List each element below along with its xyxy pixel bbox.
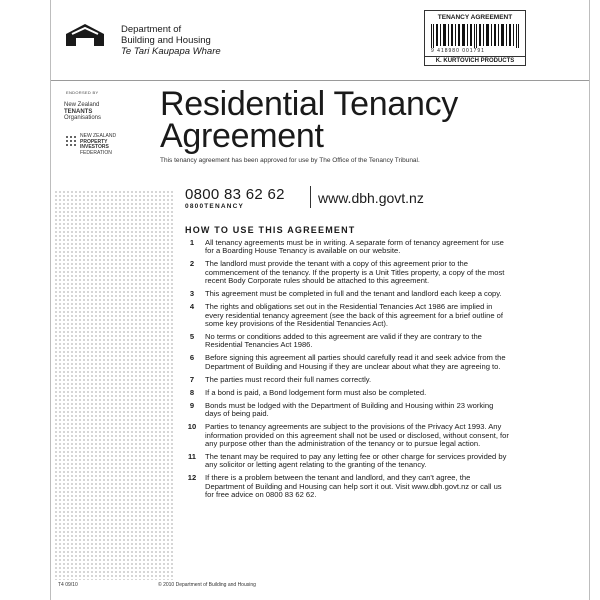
howto-heading: HOW TO USE THIS AGREEMENT	[185, 225, 356, 235]
phone-block	[185, 186, 285, 210]
dept-line-2: Building and Housing	[121, 35, 211, 46]
item-number: 2	[189, 259, 195, 269]
barcode-title: TENANCY AGREEMENT	[437, 14, 513, 21]
contact-divider	[310, 186, 311, 208]
barcode-icon	[431, 24, 519, 48]
nzto-line-2: TENANTS	[64, 108, 93, 115]
barcode-number: 9 418980 001791	[431, 48, 485, 54]
list-item	[185, 376, 510, 384]
department-name	[121, 24, 221, 57]
title-line-1: Residential Tenancy	[160, 85, 458, 123]
item-number: 11	[187, 452, 197, 462]
copyright: © 2010 Department of Building and Housing	[158, 582, 256, 588]
instruction-list	[185, 239, 510, 504]
dbh-logo-icon	[64, 22, 106, 48]
npi-line-1: NEW ZEALAND	[80, 133, 117, 139]
dotted-pattern	[54, 190, 174, 580]
dept-line-1: Department of	[121, 24, 182, 35]
npi-line-2: PROPERTY	[80, 138, 108, 145]
item-text: If there is a problem between the tenant and landlord, and they can't agree, the Department of Building and Housing can help sort it out. Visit www.dbh.govt.nz or call us for free advice on 0800 83 62 62.	[205, 473, 502, 500]
item-number: 9	[189, 400, 195, 410]
endorsed-label: ENDORSED BY	[66, 90, 99, 95]
list-item	[185, 260, 510, 285]
item-number: 12	[187, 473, 197, 483]
npi-logo	[80, 134, 116, 156]
item-number: 7	[189, 374, 195, 384]
npi-line-3: INVESTORS	[80, 144, 109, 150]
item-text: The landlord must provide the tenant with a copy of this agreement prior to the commencement of the tenancy. If the property is a Unit Titles property, a copy of the most recent Body Corporate rules should be attached to this agreement.	[205, 259, 505, 286]
item-number: 5	[189, 332, 195, 342]
form-code: T4 09/10	[58, 582, 78, 588]
list-item	[185, 333, 510, 350]
list-item	[185, 239, 510, 256]
npi-line-4: FEDERATION	[80, 149, 112, 156]
list-item	[185, 474, 510, 499]
item-text: All tenancy agreements must be in writing. A separate form of tenancy agreement for use for a Boarding House Tenancy is available on our website.	[205, 238, 504, 256]
item-number: 4	[189, 302, 195, 312]
header-divider	[50, 80, 590, 81]
list-item	[185, 402, 510, 419]
item-number: 3	[189, 289, 195, 299]
list-item	[185, 389, 510, 397]
title-line-2: Agreement	[160, 117, 324, 155]
item-text: If a bond is paid, a Bond lodgement form must also be completed.	[205, 387, 427, 397]
page-edge-left	[50, 0, 51, 600]
item-text: The rights and obligations set out in the Residential Tenancies Act 1986 are implied in every residential tenancy agreement (see the back of this agreement for a brief outline of some key provisions of the Residential Tenancies Act).	[205, 302, 504, 329]
item-text: No terms or conditions added to this agreement are valid if they are contrary to the Residential Tenancies Act 1986.	[205, 332, 482, 350]
list-item	[185, 423, 510, 448]
npi-logo-icon	[64, 134, 78, 150]
item-text: Before signing this agreement all parties should carefully read it and seek advice from the Department of Building and Housing if they are unclear about what they are agreeing to.	[205, 353, 506, 371]
nzto-line-3: Organisations	[64, 115, 102, 121]
barcode-label	[424, 10, 526, 66]
list-item	[185, 290, 510, 298]
item-text: The tenant may be required to pay any letting fee or other charge for services provided by any solicitor or letting agent relating to the granting of the tenancy.	[205, 452, 507, 470]
nzto-line-1: New Zealand	[64, 102, 100, 108]
phone-number: 0800 83 62 62	[185, 186, 285, 203]
item-text: Parties to tenancy agreements are subject to the provisions of the Privacy Act 1993. Any information provided on this agreement shall not be used or disclosed, without consent, for any purpose other than the administration of the tenancy or to pursue legal action.	[205, 422, 509, 449]
approval-statement: This tenancy agreement has been approved for use by The Office of the Tenancy Tribunal.	[160, 157, 420, 164]
website-link[interactable]: www.dbh.govt.nz	[318, 190, 424, 206]
item-number: 6	[189, 353, 195, 363]
barcode-vendor: K. KURTOVICH PRODUCTS	[425, 56, 525, 65]
item-number: 1	[189, 238, 195, 247]
phone-words: 0800TENANCY	[185, 203, 245, 210]
list-item	[185, 453, 510, 470]
list-item	[185, 303, 510, 328]
nzto-logo	[64, 102, 101, 122]
item-number: 10	[187, 422, 197, 432]
list-item	[185, 354, 510, 371]
page-edge-right	[589, 0, 590, 600]
item-text: The parties must record their full names correctly.	[205, 374, 372, 384]
item-text: This agreement must be completed in full and the tenant and landlord each keep a copy.	[205, 289, 502, 299]
document-title	[160, 85, 458, 155]
dept-maori-name: Te Tari Kaupapa Whare	[121, 46, 221, 57]
item-number: 8	[189, 387, 195, 397]
item-text: Bonds must be lodged with the Department of Building and Housing within 23 working days of being paid.	[205, 400, 494, 419]
